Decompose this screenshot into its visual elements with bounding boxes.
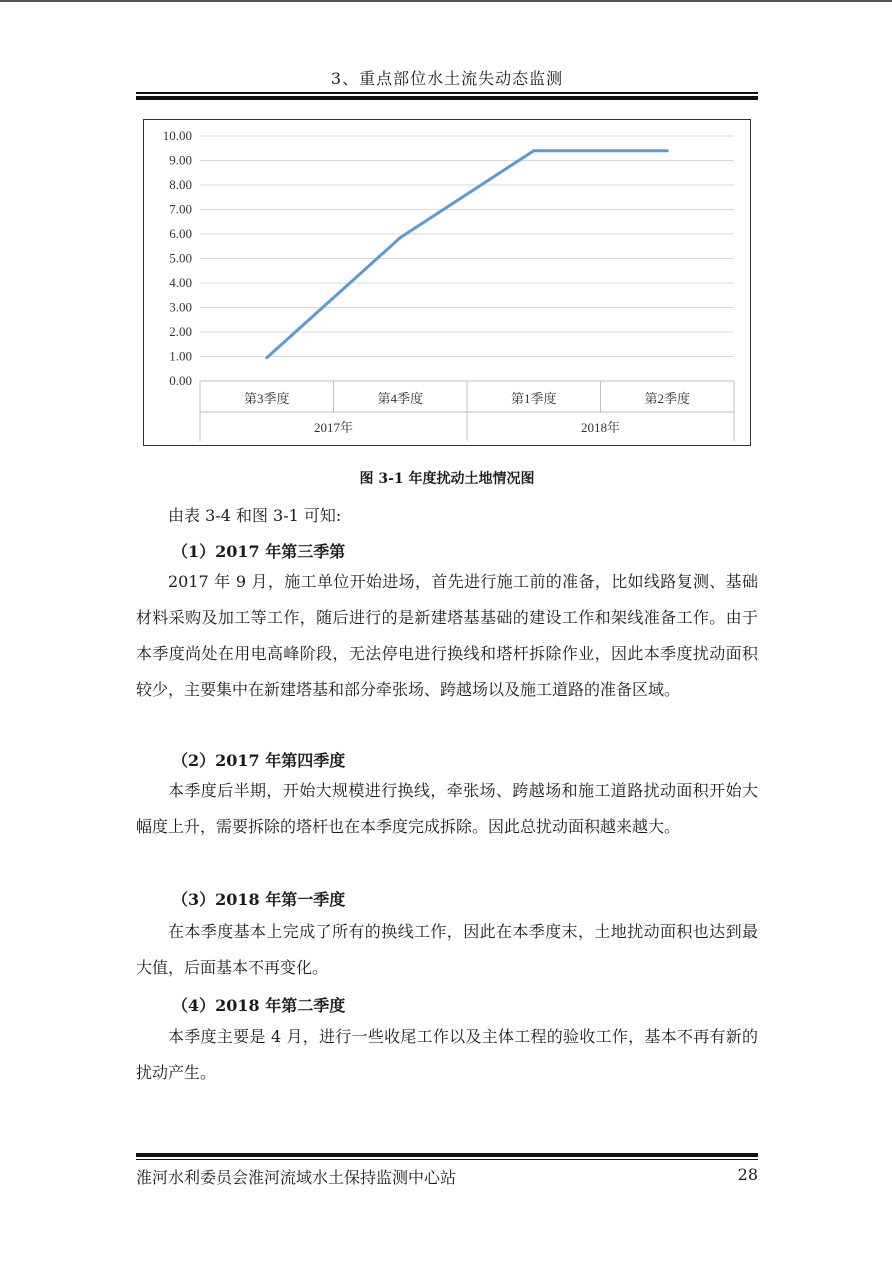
y-tick-label: 2.00 — [169, 324, 192, 339]
running-header: 3、重点部位水土流失动态监测 — [330, 69, 564, 88]
footer-rule-thick — [136, 1153, 758, 1157]
section-body-1: 2017 年 9 月，施工单位开始进场，首先进行施工前的准备，比如线路复测、基础材料采购及加工等工作，随后进行的是新建塔基基础的建设工作和架线准备工作。由于本季度尚处在用电高峰阶段，无法停电进行换线和塔杆拆除作业，因此本季度扰动面积较少，主要集中在新建塔基和部分牵张场、跨越场以及施工道路的准备区域。 — [136, 572, 758, 699]
section-heading-3: （3）2018 年第一季度 — [172, 890, 346, 909]
section-heading-1: （1）2017 年第三季第 — [172, 542, 346, 561]
chart-canvas — [144, 120, 750, 445]
y-tick-label: 4.00 — [169, 275, 192, 290]
x-tick-label: 第4季度 — [377, 391, 424, 406]
y-tick-label: 6.00 — [169, 226, 192, 241]
y-tick-label: 5.00 — [169, 250, 192, 266]
data-point — [532, 149, 535, 152]
section-body-3: 在本季度基本上完成了所有的换线工作，因此在本季度末，土地扰动面积也达到最大值，后面基本不再变化。 — [136, 922, 758, 977]
page-top-border — [0, 0, 892, 2]
x-tick-label: 第3季度 — [243, 391, 290, 406]
section-heading-4: （4）2018 年第二季度 — [172, 996, 346, 1015]
x-tick-label: 第2季度 — [644, 391, 691, 406]
figure-caption: 图 3-1 年度扰动土地情况图 — [359, 471, 535, 487]
x-tick-label: 第1季度 — [510, 391, 557, 406]
x-group-label: 2018年 — [580, 420, 621, 435]
x-group-label: 2017年 — [313, 420, 354, 435]
y-tick-label: 3.00 — [169, 299, 192, 315]
page-number: 28 — [737, 1165, 758, 1184]
intro-paragraph: 由表 3-4 和图 3-1 可知: — [168, 506, 342, 525]
section-body-4: 本季度主要是 4 月，进行一些收尾工作以及主体工程的验收工作，基本不再有新的扰动产生。 — [136, 1027, 758, 1082]
y-tick-label: 1.00 — [169, 348, 192, 364]
y-tick-label: 7.00 — [169, 201, 192, 217]
data-point — [265, 356, 268, 359]
y-tick-label: 10.00 — [162, 128, 192, 143]
footer-organization: 淮河水利委员会淮河流域水土保持监测中心站 — [136, 1168, 457, 1187]
series-line — [267, 151, 668, 358]
header-rule-thick — [136, 96, 758, 100]
footer-rule-thin — [136, 1159, 758, 1160]
section-heading-2: （2）2017 年第四季度 — [172, 751, 346, 770]
header-rule-thin — [136, 92, 758, 94]
data-point — [666, 149, 669, 152]
data-point — [399, 236, 402, 239]
line-chart — [143, 119, 751, 446]
y-tick-label: 0.00 — [169, 373, 192, 388]
section-body-2: 本季度后半期，开始大规模进行换线，牵张场、跨越场和施工道路扰动面积开始大幅度上升，需要拆除的塔杆也在本季度完成拆除。因此总扰动面积越来越大。 — [136, 781, 758, 836]
y-tick-label: 9.00 — [169, 152, 192, 168]
y-tick-label: 8.00 — [169, 177, 192, 192]
